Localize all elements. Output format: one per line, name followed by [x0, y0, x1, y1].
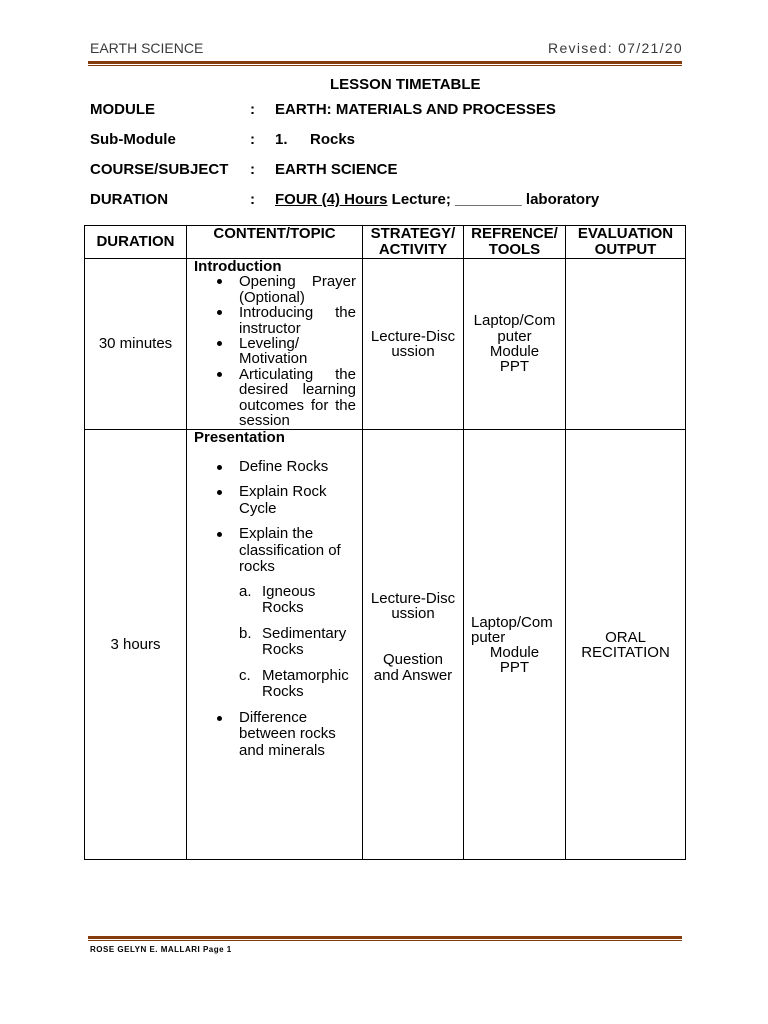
col-header-duration: DURATION	[85, 226, 187, 259]
topic-heading: Presentation	[194, 429, 285, 446]
strategy-line: ussion	[391, 343, 435, 360]
info-row-course	[0, 161, 768, 179]
reference-line: PPT	[499, 658, 530, 676]
sub-list-item-text: Igneous Rocks	[262, 582, 316, 616]
info-value: EARTH SCIENCE	[275, 161, 398, 178]
header-revised-date: Revised: 07/21/20	[548, 40, 683, 56]
strategy-line: Lecture-Disc	[370, 590, 456, 608]
row-reference-tools	[464, 259, 566, 430]
page-title: LESSON TIMETABLE	[330, 76, 481, 93]
list-item	[194, 526, 356, 701]
bullet-icon	[217, 532, 222, 537]
bullet-icon	[217, 310, 222, 315]
row-reference-tools	[464, 430, 566, 860]
col-header-reference-tools: REFRENCE/ TOOLS	[464, 226, 566, 259]
bullet-icon	[217, 341, 222, 346]
reference-line: PPT	[499, 358, 530, 376]
bullet-icon	[217, 372, 222, 377]
sub-list-item-text: Metamorphic Rocks	[262, 666, 349, 700]
row-duration: 30 minutes	[85, 259, 187, 430]
info-value	[275, 191, 599, 209]
strategy-group	[366, 652, 460, 683]
info-separator: :	[250, 101, 255, 118]
info-label: COURSE/SUBJECT	[90, 161, 229, 178]
list-item	[194, 484, 356, 517]
row-evaluation-output	[566, 259, 686, 430]
footer-double-rule	[88, 936, 682, 941]
evaluation-line: ORAL	[605, 628, 646, 646]
reference-line: Laptop/Com	[473, 312, 556, 330]
reference-line: puter	[497, 327, 532, 345]
header-double-rule	[88, 61, 682, 66]
reference-line: Module	[489, 343, 540, 360]
reference-line: Laptop/Com	[471, 613, 553, 631]
col-header-strategy-activity: STRATEGY/ ACTIVITY	[363, 226, 464, 259]
bullet-icon	[217, 490, 222, 495]
strategy-group	[366, 591, 460, 622]
list-item-text: Define Rocks	[239, 457, 329, 475]
list-item-text: Opening Prayer (Optional)	[239, 273, 356, 306]
strategy-line: and Answer	[373, 666, 453, 684]
info-separator: :	[250, 191, 255, 208]
reference-line: Module	[489, 643, 540, 661]
list-item-text: Articulating the desired learning outcomes for the session	[239, 365, 356, 430]
sub-list-item	[239, 584, 356, 617]
col-header-evaluation-output: EVALUATION OUTPUT	[566, 226, 686, 259]
info-value-text: Rocks	[310, 131, 356, 148]
col-header-content-topic: CONTENT/TOPIC	[187, 226, 363, 259]
info-row-sub-module	[0, 131, 768, 149]
strategy-line: Question	[382, 651, 444, 669]
row-strategy-activity	[363, 430, 464, 860]
topic-list	[194, 459, 356, 760]
info-value: EARTH: MATERIALS AND PROCESSES	[275, 101, 556, 118]
info-value	[275, 131, 355, 149]
row-evaluation-output	[566, 430, 686, 860]
row-content-topic	[187, 259, 363, 430]
info-label: MODULE	[90, 101, 155, 118]
sub-list-item	[239, 668, 356, 701]
strategy-group	[366, 329, 460, 360]
list-item-text: Explain the classification of rocks	[239, 525, 341, 575]
topic-list	[194, 274, 356, 428]
sub-list-item	[239, 626, 356, 659]
list-item-text: Introducing the instructor	[239, 304, 356, 337]
strategy-line: ussion	[391, 605, 435, 623]
sub-list-item-text: Sedimentary Rocks	[262, 624, 347, 658]
info-row-duration	[0, 191, 768, 209]
topic-heading: Introduction	[194, 258, 282, 275]
header-subject: EARTH SCIENCE	[90, 40, 204, 56]
list-item	[194, 367, 356, 429]
footer-author-page: ROSE GELYN E. MALLARI Page 1	[90, 945, 232, 954]
bullet-icon	[217, 465, 222, 470]
row-content-topic	[187, 430, 363, 860]
lesson-timetable-table	[84, 225, 686, 860]
info-label: DURATION	[90, 191, 169, 208]
list-item-text: Explain Rock Cycle	[239, 483, 327, 517]
sub-list-marker: c.	[239, 666, 251, 684]
list-item	[194, 710, 356, 760]
reference-line: puter	[471, 628, 506, 646]
evaluation-line: RECITATION	[581, 643, 670, 661]
info-value-underlined: FOUR (4) Hours	[275, 191, 388, 208]
list-item	[194, 305, 356, 336]
sub-list	[239, 584, 356, 701]
list-item	[194, 336, 356, 367]
list-item-text: Leveling/ Motivation	[239, 335, 308, 368]
row-duration: 3 hours	[85, 430, 187, 860]
list-item-text: Difference between rocks and minerals	[239, 708, 336, 759]
info-label: Sub-Module	[90, 131, 176, 148]
info-value-number: 1.	[275, 131, 288, 148]
sub-list-marker: b.	[239, 624, 252, 642]
bullet-icon	[217, 279, 222, 284]
list-item	[194, 274, 356, 305]
strategy-line: Lecture-Disc	[370, 327, 456, 345]
table-header-row	[85, 226, 686, 259]
info-value-text: Lecture; ________ laboratory	[387, 191, 600, 208]
info-separator: :	[250, 131, 255, 148]
sub-list-marker: a.	[239, 582, 252, 600]
row-strategy-activity	[363, 259, 464, 430]
list-item	[194, 459, 356, 476]
bullet-icon	[217, 716, 222, 721]
info-separator: :	[250, 161, 255, 178]
info-row-module	[0, 101, 768, 119]
table-row	[85, 259, 686, 430]
table-row	[85, 430, 686, 860]
